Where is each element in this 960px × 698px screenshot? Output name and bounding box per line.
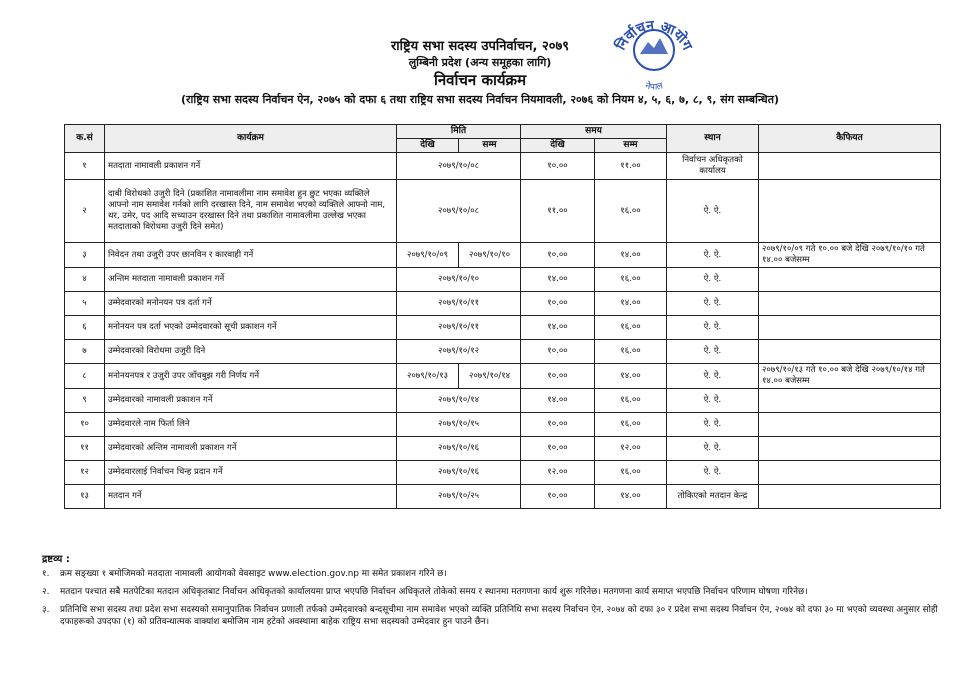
header-line-1: राष्ट्रिय सभा सदस्य उपनिर्वाचन, २०७९ <box>390 39 569 54</box>
cell-date: २०७९/१०/१६ <box>397 461 521 485</box>
cell-remarks <box>759 389 941 413</box>
cell-sn: १३ <box>65 485 105 509</box>
cell-place: ऐ. ऐ. <box>667 268 759 292</box>
cell-time-from: १०.०० <box>521 243 595 268</box>
cell-date-to: २०७९/१०/१४ <box>459 364 521 389</box>
cell-place: ऐ. ऐ. <box>667 389 759 413</box>
cell-date-to: २०७९/१०/१० <box>459 243 521 268</box>
note-number: ३. <box>42 605 50 615</box>
header-date-from: देखि <box>397 139 459 153</box>
cell-program: मतदाता नामावली प्रकाशन गर्ने <box>105 153 397 180</box>
cell-remarks <box>759 316 941 340</box>
cell-time-to: १६.०० <box>595 268 667 292</box>
cell-program: उम्मेदवारको अन्तिम नामावली प्रकाशन गर्ने <box>105 437 397 461</box>
cell-sn: १ <box>65 153 105 180</box>
table-row <box>65 340 941 364</box>
header-date-to: सम्म <box>459 139 521 153</box>
cell-time-to: १६.०० <box>595 461 667 485</box>
table-row <box>65 364 941 389</box>
cell-time-to: ११.०० <box>595 153 667 180</box>
header-time-from: देखि <box>521 139 595 153</box>
header-time: समय <box>521 125 667 139</box>
cell-sn: ६ <box>65 316 105 340</box>
cell-program: उम्मेदवारको नामावली प्रकाशन गर्ने <box>105 389 397 413</box>
header-remarks: कैफियत <box>759 125 941 153</box>
cell-program: अन्तिम मतदाता नामावली प्रकाशन गर्ने <box>105 268 397 292</box>
note-item <box>42 586 942 598</box>
cell-time-from: १०.०० <box>521 292 595 316</box>
cell-place: ऐ. ऐ. <box>667 437 759 461</box>
table-row <box>65 243 941 268</box>
cell-sn: ९ <box>65 389 105 413</box>
cell-sn: ५ <box>65 292 105 316</box>
notes-title: द्रष्टव्य : <box>42 554 70 565</box>
cell-time-from: १२.०० <box>521 461 595 485</box>
page-subtitle: (राष्ट्रिय सभा सदस्य निर्वाचन ऐन, २०७५ को दफा ६ तथा राष्ट्रिय सभा सदस्य निर्वाचन नियमावली, २०७६ को नियम ४, ५, ६, ७, ८, ९, संग सम्बन्धित) <box>181 93 779 106</box>
header-place: स्थान <box>667 125 759 153</box>
cell-sn: ७ <box>65 340 105 364</box>
note-text: प्रतिनिधि सभा सदस्य तथा प्रदेश सभा सदस्यको समानुपातिक निर्वाचन प्रणाली तर्फको उम्मेदवारको बन्दसूचीमा नाम समावेश भएको व्यक्ति प्रतिनिधि सभा सदस्य निर्वाचन ऐन, २०७४ को दफा ३० र प्रदेश सभा सदस्य निर्वाचन ऐन, २०७४ को दफा ३० मा भएको व्यवस्था अनुसार सोही दफाहरूको उपदफा (१) को प्रतिवन्धात्मक वाक्यांश बमोजिम नाम हटेको अवस्थामा बाहेक राष्ट्रिय सभा सदस्यको उम्मेदवार हुन पाउने छैन। <box>60 605 938 627</box>
table-body <box>65 153 941 509</box>
cell-date: २०७९/१०/११ <box>397 292 521 316</box>
cell-place: ऐ. ऐ. <box>667 316 759 340</box>
cell-sn: १२ <box>65 461 105 485</box>
table-row <box>65 389 941 413</box>
table-row <box>65 268 941 292</box>
cell-program: निवेदन तथा उजुरी उपर छानविन र कारवाही गर्ने <box>105 243 397 268</box>
cell-remarks <box>759 340 941 364</box>
cell-time-to: १६.०० <box>595 316 667 340</box>
cell-sn: ४ <box>65 268 105 292</box>
cell-date: २०७९/१०/१२ <box>397 340 521 364</box>
cell-time-to: १४.०० <box>595 243 667 268</box>
page-title: निर्वाचन कार्यक्रम <box>433 71 527 89</box>
header-sn: क.सं <box>65 125 105 153</box>
cell-date-from: २०७९/१०/१३ <box>397 364 459 389</box>
cell-remarks <box>759 461 941 485</box>
table-row <box>65 485 941 509</box>
cell-date: २०७९/१०/१४ <box>397 389 521 413</box>
table-row <box>65 292 941 316</box>
cell-time-to: १४.०० <box>595 292 667 316</box>
cell-program: उम्मेदवारले नाम फिर्ता लिने <box>105 413 397 437</box>
table-header-row <box>65 125 941 139</box>
table-row <box>65 180 941 243</box>
cell-place: ऐ. ऐ. <box>667 243 759 268</box>
cell-remarks <box>759 413 941 437</box>
cell-time-from: ११.०० <box>521 180 595 243</box>
cell-time-from: १०.०० <box>521 364 595 389</box>
cell-program: उम्मेदवारको मनोनयन पत्र दर्ता गर्ने <box>105 292 397 316</box>
cell-program: मनोनयन पत्र दर्ता भएको उम्मेदवारको सूची प्रकाशन गर्ने <box>105 316 397 340</box>
cell-time-to: १६.०० <box>595 413 667 437</box>
seal-text-top: निर्वाचन आयोग <box>613 17 696 53</box>
cell-remarks <box>759 153 941 180</box>
cell-time-from: १०.०० <box>521 485 595 509</box>
cell-program: मतदान गर्ने <box>105 485 397 509</box>
table-row <box>65 461 941 485</box>
cell-date: २०७९/१०/१५ <box>397 413 521 437</box>
cell-date: २०७९/१०/०८ <box>397 180 521 243</box>
cell-place: निर्वाचन अधिकृतको कार्यालय <box>667 153 759 180</box>
cell-place: ऐ. ऐ. <box>667 413 759 437</box>
note-item <box>42 568 942 580</box>
cell-program: मनोनयनपत्र र उजुरी उपर जाँचबुझ गरी निर्णय गर्ने <box>105 364 397 389</box>
header <box>0 38 960 107</box>
cell-remarks: २०७९/१०/१३ गते १०.०० बजे देखि २०७९/१०/१४ गते १४.०० बजेसम्म <box>759 364 941 389</box>
cell-time-from: १०.०० <box>521 437 595 461</box>
schedule-table <box>64 124 941 509</box>
cell-place: ऐ. ऐ. <box>667 180 759 243</box>
cell-place: ऐ. ऐ. <box>667 461 759 485</box>
note-number: २. <box>42 587 50 597</box>
header-line-2: लुम्बिनी प्रदेश (अन्य समूहका लागि) <box>408 56 552 69</box>
cell-date: २०७९/१०/११ <box>397 316 521 340</box>
cell-time-from: १०.०० <box>521 153 595 180</box>
cell-time-to: १६.०० <box>595 180 667 243</box>
cell-date: २०७९/१०/२५ <box>397 485 521 509</box>
cell-time-to: १४.०० <box>595 364 667 389</box>
table-row <box>65 153 941 180</box>
cell-sn: १० <box>65 413 105 437</box>
cell-time-from: १४.०० <box>521 316 595 340</box>
table-row <box>65 316 941 340</box>
cell-place: ऐ. ऐ. <box>667 340 759 364</box>
cell-date: २०७९/१०/१६ <box>397 437 521 461</box>
table-row <box>65 437 941 461</box>
note-text: मतदान पश्चात सबै मतपेटिका मतदान अधिकृतबाट निर्वाचन अधिकृतको कार्यालयमा प्राप्त भएपछि निर्वाचन अधिकृतले तोकेको समय र स्थानमा मतगणना कार्य शुरू गरिनेछ। मतगणना कार्य समाप्त भएपछि निर्वाचन परिणाम घोषणा गरिनेछ। <box>60 587 808 597</box>
cell-time-from: १०.०० <box>521 340 595 364</box>
cell-date: २०७९/१०/१० <box>397 268 521 292</box>
table-row <box>65 413 941 437</box>
cell-remarks <box>759 437 941 461</box>
cell-time-from: १०.०० <box>521 413 595 437</box>
cell-remarks <box>759 268 941 292</box>
header-time-to: सम्म <box>595 139 667 153</box>
cell-time-from: १४.०० <box>521 389 595 413</box>
cell-time-to: १२.०० <box>595 437 667 461</box>
cell-time-to: १६.०० <box>595 389 667 413</box>
note-item <box>42 604 942 628</box>
cell-remarks <box>759 180 941 243</box>
cell-program: उम्मेदवारको विरोधमा उजुरी दिने <box>105 340 397 364</box>
cell-program: उम्मेदवारलाई निर्वाचन चिन्ह प्रदान गर्ने <box>105 461 397 485</box>
cell-sn: २ <box>65 180 105 243</box>
cell-time-to: १६.०० <box>595 340 667 364</box>
cell-program: दाबी विरोधको उजुरी दिने (प्रकाशित नामावलीमा नाम समावेश हुन छुट भएका व्यक्तिले आफ्नो नाम समावेश गर्नको लागि दरखास्त दिने, नाम समावेश भएको व्यक्तिले आफ्नो नाम, थर, उमेर, पद आदि सच्याउन दरखास्त दिने तथा प्रकाशित नामावलीमा उल्लेख भएका मतदाताको विरोधमा उजुरी दिने समेत) <box>105 180 397 243</box>
cell-date: २०७९/१०/०८ <box>397 153 521 180</box>
cell-place: ऐ. ऐ. <box>667 364 759 389</box>
cell-time-from: १४.०० <box>521 268 595 292</box>
cell-remarks: २०७९/१०/०९ गते १०.०० बजे देखि २०७९/१०/१० गते १४.०० बजेसम्म <box>759 243 941 268</box>
cell-sn: ३ <box>65 243 105 268</box>
cell-time-to: १४.०० <box>595 485 667 509</box>
note-number: १. <box>42 569 50 579</box>
header-date: मिति <box>397 125 521 139</box>
cell-sn: ११ <box>65 437 105 461</box>
note-text: क्रम सङ्ख्या १ बमोजिमको मतदाता नामावली आयोगको वेवसाइट www.election.gov.np मा समेत प्रकाशन गरिने छ। <box>60 569 447 579</box>
notes <box>42 554 942 634</box>
seal-text-bottom: नेपाल <box>644 81 664 93</box>
cell-remarks <box>759 485 941 509</box>
cell-date-from: २०७९/१०/०९ <box>397 243 459 268</box>
cell-remarks <box>759 292 941 316</box>
cell-place: ऐ. ऐ. <box>667 292 759 316</box>
cell-sn: ८ <box>65 364 105 389</box>
cell-place: तोकिएको मतदान केन्द्र <box>667 485 759 509</box>
header-program: कार्यक्रम <box>105 125 397 153</box>
